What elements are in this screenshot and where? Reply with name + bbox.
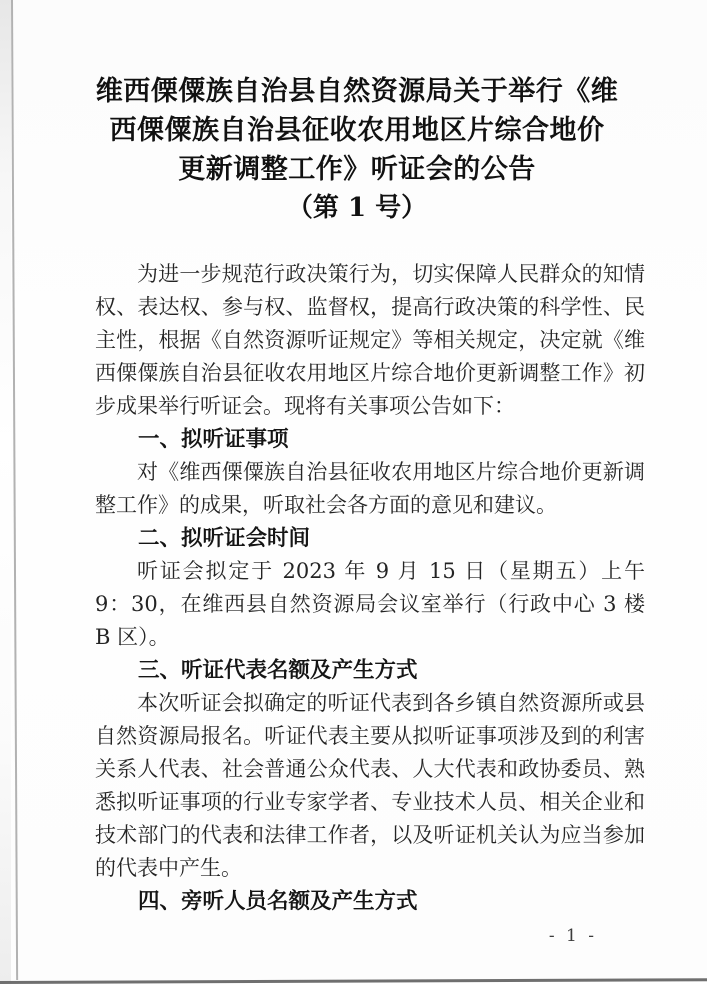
section-3-body: 本次听证会拟确定的听证代表到各乡镇自然资源所或县自然资源局报名。听证代表主要从拟听证事项涉及到的利害关系人代表、社会普通公众代表、人大代表和政协委员、熟悉拟听证事项的行业专家学者、专业技术人员、相关企业和技术部门的代表和法律工作者，以及听证机关认为应当参加的代表中产生。	[95, 691, 645, 880]
document-title	[82, 72, 632, 189]
section-3-heading: 三、听证代表名额及产生方式	[138, 658, 418, 683]
section-1-heading: 一、拟听证事项	[138, 427, 289, 452]
section-4-heading: 四、旁听人员名额及产生方式	[138, 889, 418, 914]
scan-left-margin	[0, 0, 11, 982]
title-line-1: 维西傈僳族自治县自然资源局关于举行《维	[95, 76, 619, 107]
intro-paragraph: 为进一步规范行政决策行为，切实保障人民群众的知情权、表达权、参与权、监督权，提高行政决策的科学性、民主性，根据《自然资源听证规定》等相关规定，决定就《维西傈僳族自治县征收农用地区片综合地价更新调整工作》初步成果举行听证会。现将有关事项公告如下：	[95, 262, 645, 418]
title-line-2: 西傈僳族自治县征收农用地区片综合地价	[109, 115, 605, 146]
document-content	[95, 72, 645, 918]
issue-number: （第 1 号）	[286, 193, 428, 223]
page-number: - 1 -	[548, 926, 597, 946]
section-1-body: 对《维西傈僳族自治县征收农用地区片综合地价更新调整工作》的成果，听取社会各方面的意见和建议。	[95, 460, 645, 517]
section-2-heading: 二、拟听证会时间	[138, 526, 311, 551]
section-2-body: 听证会拟定于 2023 年 9 月 15 日（星期五）上午 9：30，在维西县自然资源局会议室举行（行政中心 3 楼 B 区）。	[95, 559, 645, 649]
title-line-3: 更新调整工作》听证会的公告	[178, 154, 536, 185]
